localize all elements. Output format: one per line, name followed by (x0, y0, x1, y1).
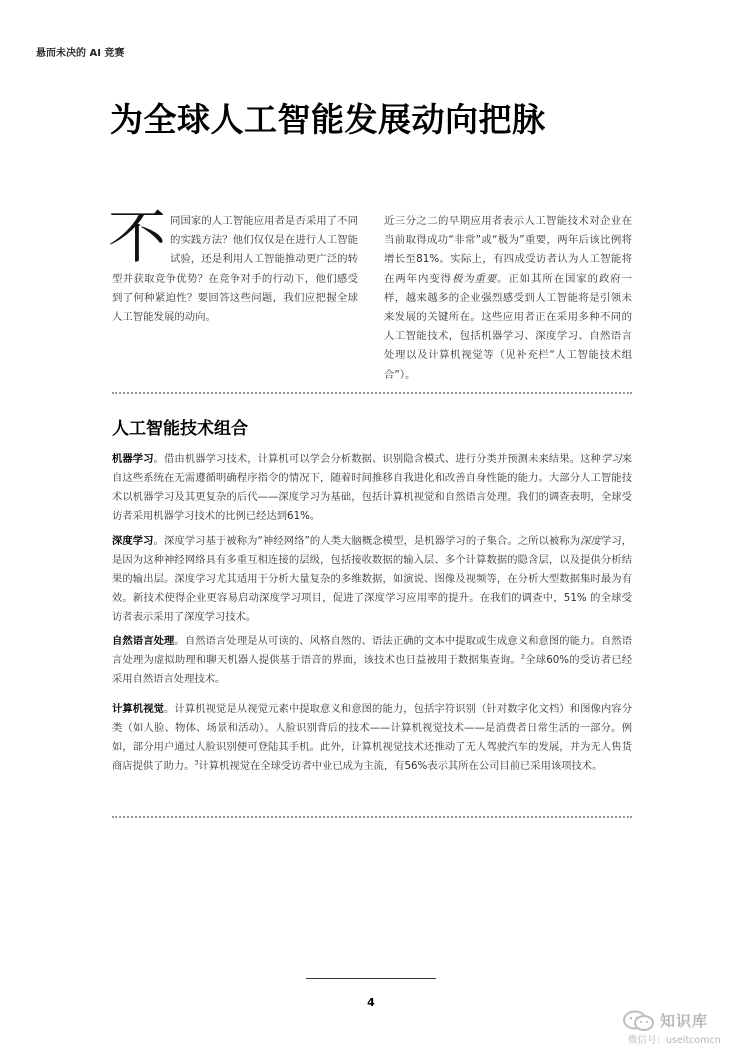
intro-left-text: 同国家的人工智能应用者是否采用了不同的实践方法？他们仅仅是在进行人工智能试验，还是利用人工智能推动更广泛的转型并获取竞争优势？在竞争对手的行动下，他们感受到了何种紧迫性？要回答这些问题，我们应把握全球人工智能发展的动向。 (112, 215, 358, 324)
running-header: 悬而未决的 AI 竞赛 (36, 48, 125, 59)
paragraph-nlp (112, 632, 632, 689)
term-nlp: 自然语言处理 (112, 635, 175, 647)
intro-column-left (108, 203, 358, 327)
intro-right-text-2: 。正如其所在国家的政府一样，越来越多的企业强烈感受到人工智能将是引领未来发展的关键所在。这些应用者正在采用多种不同的人工智能技术，包括机器学习、深度学习、自然语言处理以及计算机视觉等（见补充栏“人工智能技术组合”）。 (384, 272, 633, 381)
footnote-ref-2: 2 (520, 652, 526, 661)
cv-text-1: 。计算机视觉是从视觉元素中提取意义和意图的能力，包括字符识别（针对数字化文档）和图像内容分类（如人脸、物体、场景和活动）。人脸识别背后的技术——计算机视觉技术——是消费者日常生活的一部分。例如，部分用户通过人脸识别便可登陆其手机。此外，计算机视觉技术还推动了无人驾驶汽车的发展，并为无人售货商店提供了助力。 (112, 703, 633, 772)
page-number: 4 (367, 996, 375, 1009)
term-machine-learning: 机器学习 (112, 453, 154, 465)
wechat-icon (622, 1010, 656, 1032)
ml-text-2: 来自这些系统在无需遵循明确程序指令的情况下，随着时间推移自我进化和改善自身性能的能力。大部分人工智能技术以机器学习及其更复杂的后代——深度学习为基础，包括计算机视觉和自然语言处理。我们的调查表明，全球受访者采用机器学习技术的比例已经达到61%。 (112, 453, 633, 522)
nlp-text-2: 全球60%的受访者已经采用自然语言处理技术。 (112, 654, 632, 685)
paragraph-computer-vision (112, 700, 632, 776)
footnote-ref-3: 3 (194, 758, 199, 767)
paragraph-deep-learning (112, 532, 632, 627)
ml-emphasis: 学习 (600, 453, 622, 465)
dl-emphasis: 深度 (580, 535, 601, 547)
dotted-divider-bottom (112, 816, 632, 818)
intro-column-right (384, 212, 632, 385)
paragraph-machine-learning (112, 450, 632, 526)
footer-rule (306, 978, 436, 979)
ml-text-1: 。借由机器学习技术，计算机可以学会分析数据、识别隐含模式、进行分类并预测未来结果。这种 (153, 453, 601, 465)
dl-text-2: 学习，是因为这种神经网络具有多重互相连接的层级，包括接收数据的输入层、多个计算数据的隐含层，以及提供分析结果的输出层。深度学习尤其适用于分析大量复杂的多维数据，如演说、图像及视频等，在分析大型数据集时最为有效。新技术使得企业更容易启动深度学习项目，促进了深度学习应用率的提升。在我们的调查中，51% 的全球受访者表示采用了深度学习技术。 (112, 535, 633, 623)
watermark-name: 知识库 (660, 1012, 709, 1030)
dl-text-1: 。深度学习基于被称为“神经网络”的人类大脑概念模型，是机器学习的子集合。之所以被称为 (153, 535, 581, 547)
term-deep-learning: 深度学习 (112, 535, 154, 547)
watermark (622, 1010, 738, 1048)
nlp-text-1: 。自然语言处理是从可读的、风格自然的、语法正确的文本中提取或生成意义和意图的能力。自然语言处理为虚拟助理和聊天机器人提供基于语音的界面，该技术也日益被用于数据集查询。 (112, 635, 633, 666)
intro-right-text-1: 近三分之二的早期应用者表示人工智能技术对企业在当前取得成功“非常”或“极为”重要，两年后该比例将增长至81%。实际上，有四成受访者认为人工智能将在两年内变得 (384, 215, 632, 285)
drop-cap: 不 (108, 203, 167, 271)
dotted-divider-top (112, 392, 632, 394)
intro-right-emphasis: 极为重要 (451, 272, 498, 285)
watermark-wechat-id: 微信号：useitcomcn (628, 1035, 721, 1046)
term-computer-vision: 计算机视觉 (112, 703, 165, 715)
page-title: 为全球人工智能发展动向把脉 (110, 100, 546, 139)
cv-text-2: 计算机视觉在全球受访者中业已成为主流，有56%表示其所在公司目前已采用该项技术。 (198, 760, 603, 772)
section-title: 人工智能技术组合 (112, 419, 248, 439)
